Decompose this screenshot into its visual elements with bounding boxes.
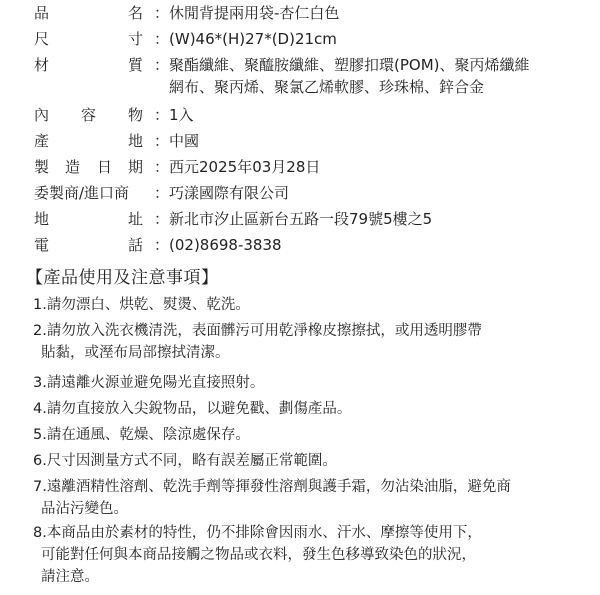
label-char: 委製商/進口商 (34, 184, 130, 202)
note-line: 4.請勿直接放入尖銳物品，以避免戳、劃傷產品。 (33, 401, 352, 417)
spec-value-line: ：(W)46*(H)27*(D)21cm (154, 30, 337, 48)
label-char: 質 (128, 56, 144, 74)
spec-value (154, 182, 289, 204)
spec-label (34, 54, 154, 76)
spec-value (154, 234, 282, 256)
spec-label (34, 156, 154, 178)
label-char: 地 (34, 210, 50, 228)
spec-label (34, 130, 154, 152)
label-char: 寸 (128, 30, 144, 48)
spec-label (34, 104, 154, 126)
note-line: 5.請在通風、乾燥、陰涼處保存。 (33, 427, 250, 443)
note-item (33, 398, 590, 420)
label-char: 地 (128, 132, 144, 150)
label-char: 名 (128, 4, 144, 22)
note-line: 1.請勿漂白、烘乾、熨燙、乾洗。 (33, 297, 250, 313)
spec-value (154, 54, 530, 98)
note-item (33, 522, 590, 588)
spec-value-line: 網布、聚丙烯、聚氯乙烯軟膠、珍珠棉、鋅合金 (169, 78, 485, 96)
spec-label (34, 234, 154, 256)
spec-value-line: ：中國 (154, 132, 200, 150)
note-item (33, 320, 590, 364)
note-item (33, 476, 590, 520)
spec-label (34, 28, 154, 50)
spec-value (154, 104, 194, 126)
note-line: 7.遠離酒精性溶劑、乾洗手劑等揮發性溶劑與護手霜，勿沾染油脂，避免商 (33, 479, 511, 495)
label-char: 話 (128, 236, 144, 254)
note-line: 貼黏，或溼布局部擦拭清潔。 (41, 345, 230, 361)
note-line: 可能對任何與本商品接觸之物品或衣料，發生色移導致染色的狀況， (41, 547, 476, 563)
label-char: 製 (34, 158, 50, 176)
label-char: 材 (34, 56, 50, 74)
spec-value-line: ：聚酯纖維、聚醯胺纖維、塑膠扣環(POM)、聚丙烯纖維 (154, 56, 530, 74)
spec-value (154, 208, 432, 230)
spec-label (34, 2, 154, 24)
spec-value-line: ：新北市汐止區新台五路一段79號5樓之5 (154, 210, 433, 228)
label-char: 電 (34, 236, 50, 254)
label-char: 尺 (34, 30, 50, 48)
spec-label (34, 208, 154, 230)
note-line: 6.尺寸因測量方式不同，略有誤差屬正常範圍。 (33, 453, 337, 469)
label-char: 期 (128, 158, 144, 176)
note-line: 品沾污變色。 (41, 501, 128, 517)
label-char: 造 (65, 158, 81, 176)
spec-value (154, 2, 339, 24)
note-line: 8.本商品由於素材的特性，仍不排除會因雨水、汗水、摩擦等使用下， (33, 525, 482, 541)
note-item (33, 450, 590, 472)
label-char: 產 (34, 132, 50, 150)
label-char: 內 (34, 106, 50, 124)
label-char: 容 (81, 106, 97, 124)
note-line: 3.請遠離火源並避免陽光直接照射。 (33, 375, 265, 391)
note-item (33, 294, 590, 316)
label-char: 日 (97, 158, 113, 176)
spec-value-line: ：休閒背提兩用袋-杏仁白色 (154, 4, 340, 22)
spec-value (154, 156, 320, 178)
spec-value (154, 28, 337, 50)
spec-value-line: ：巧漾國際有限公司 (154, 184, 290, 202)
notes-heading: 【產品使用及注意事項】 (26, 268, 219, 288)
spec-value-line: ：(02)8698-3838 (154, 236, 282, 254)
note-item (33, 424, 590, 446)
note-item (33, 372, 590, 394)
note-line: 2.請勿放入洗衣機清洗，表面髒污可用乾淨橡皮擦擦拭，或用透明膠帶 (33, 323, 482, 339)
spec-value (154, 130, 199, 152)
label-char: 物 (128, 106, 144, 124)
spec-label (34, 182, 154, 204)
spec-value-line: ：1入 (154, 106, 194, 124)
label-char: 品 (34, 4, 50, 22)
spec-value-line: ：西元2025年03月28日 (154, 158, 321, 176)
label-char: 址 (128, 210, 144, 228)
note-line: 請注意。 (41, 569, 99, 585)
